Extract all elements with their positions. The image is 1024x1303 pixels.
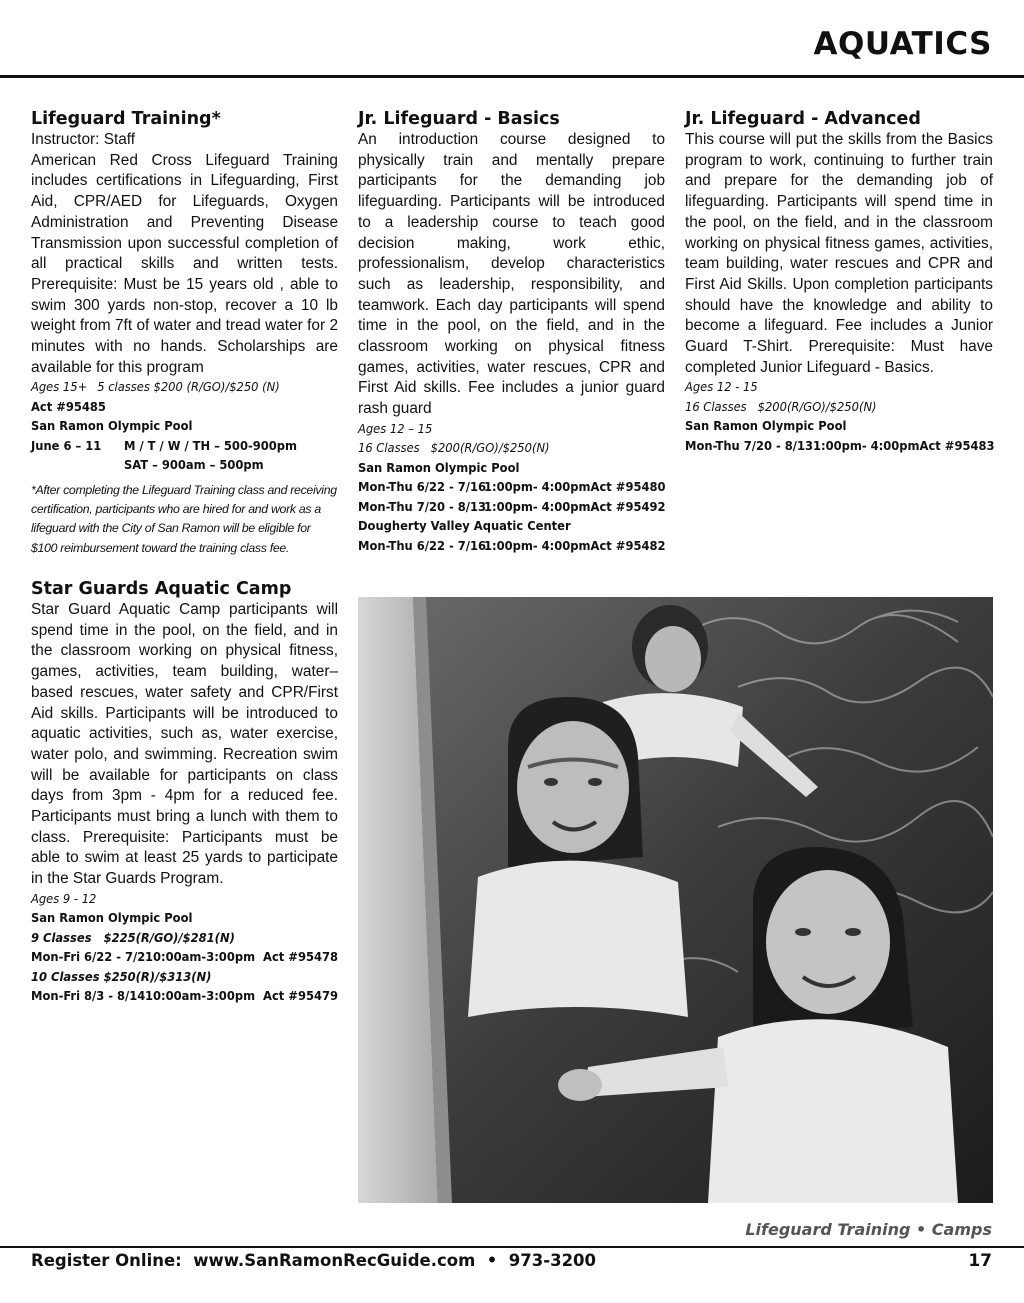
section-title: Jr. Lifeguard - Advanced: [685, 109, 921, 129]
schedule-row: [31, 437, 338, 457]
reimbursement-note: *After completing the Lifeguard Training class and receiving certification, participants who are hired for and work as a lifeguard with the City of San Ramon will be eligible for $100 reimbursement toward the training class fee.: [31, 482, 337, 555]
section-title: Lifeguard Training*: [31, 109, 221, 129]
activity-number: Act #95485: [31, 399, 106, 415]
activity-number: Act #95479: [263, 989, 338, 1005]
session-row: [31, 987, 338, 1007]
section-title: Star Guards Aquatic Camp: [31, 579, 292, 599]
jr-lifeguard-advanced-section: [685, 108, 993, 456]
session-date: Mon-Thu 6/22 - 7/16: [358, 538, 486, 554]
session-date: Mon-Fri 8/3 - 8/14: [31, 989, 146, 1005]
session-date: Mon-Thu 6/22 - 7/16: [358, 480, 486, 496]
dates: June 6 – 11: [31, 438, 102, 454]
description: American Red Cross Lifeguard Training includes certifications in Lifeguarding, First Aid, CPR/AED for Lifeguards, Oxygen Administration and Preventing Disease Transmission upon successful completion of all practical skills and written tests. Prerequisite: Must be 15 years old , able to swim 300 yards non-stop, recover a 10 lb weight from 7ft of water and tread water for 2 minutes with no hands. Scholarships are available for this program: [31, 151, 338, 376]
session-date: Mon-Thu 7/20 - 8/13: [685, 438, 813, 454]
classes-fee: 9 Classes $225(R/GO)/$281(N): [31, 930, 235, 946]
session-time: 1:00pm- 4:00pm: [484, 538, 591, 554]
activity-number: Act #95482: [590, 538, 666, 554]
activity-number: Act #95483: [919, 438, 995, 454]
header-divider: [0, 75, 1024, 78]
location: San Ramon Olympic Pool: [685, 419, 847, 435]
classes-fee: 5 classes $200 (R/GO)/$250 (N): [97, 380, 280, 396]
description: An introduction course designed to physically train and mentally prepare participants for the demanding job lifeguarding. Participants will be introduced to a leadership course to teach good decision making, work ethic, professionalism, develop characteristics such as leadership, responsibility, and teamwork. Each day participants will spend time in the pool, on the field, and in the classroom working on physical fitness games, activities, water rescues, CPR and First Aid skills. Fee includes a junior guard rash guard: [358, 131, 665, 418]
schedule-row: [31, 456, 338, 476]
description: Star Guard Aquatic Camp participants will spend time in the pool, on the field, and in the classroom working on physical fitness, games, activities, team building, water–based rescues, water safety and CPR/First Aid skills. Participants will be introduced to aquatic activities, such as, water exercise, water polo, and swimming. Recreation swim will be available for participants on class days from 3pm - 4pm for a reduced fee. Participants must bring a lunch with them to class. Prerequisite: Participants must be able to swim at least 25 yards to participate in the Star Guards Program.: [31, 601, 338, 888]
session-time: 10:00am-3:00pm: [145, 950, 256, 966]
instructor: Instructor: Staff: [31, 131, 136, 148]
location: Dougherty Valley Aquatic Center: [358, 519, 571, 535]
register-online: Register Online: www.SanRamonRecGuide.com • 973-3200: [31, 1251, 597, 1270]
star-guards-section: [31, 578, 338, 1007]
page-number: 17: [968, 1251, 992, 1271]
location: San Ramon Olympic Pool: [31, 911, 193, 927]
swimmers-photo: [358, 597, 993, 1203]
ages: Ages 12 - 15: [685, 380, 758, 396]
ages: Ages 12 – 15: [358, 421, 433, 437]
session-row: [358, 537, 665, 557]
activity-number: Act #95478: [263, 950, 338, 966]
section-title: Jr. Lifeguard - Basics: [358, 109, 560, 129]
classes-fee: 16 Classes $200(R/GO)/$250(N): [358, 441, 550, 457]
ages: Ages 9 - 12: [31, 891, 97, 907]
footer-divider: [0, 1246, 1024, 1248]
description: This course will put the skills from the Basics program to work, continuing to further train and prepare for the demanding job of lifeguarding. Participants will spend time in the pool, on the field, and in the classroom working on physical fitness games, activities, team building, water rescues and CPR and First Aid Skills. Upon completion participants should have the knowledge and ability to become a lifeguard. Fee includes a Junior Guard T-Shirt. Prerequisite: Must have completed Junior Lifeguard - Basics.: [685, 131, 993, 376]
session-row: [31, 948, 338, 968]
classes-fee: 10 Classes $250(R)/$313(N): [31, 969, 212, 985]
activity-number: Act #95480: [590, 480, 666, 496]
activity-number: Act #95492: [590, 499, 666, 515]
session-time: 1:00pm- 4:00pm: [484, 480, 591, 496]
photo-icon: [358, 597, 993, 1203]
session-row: [358, 478, 665, 498]
section-tag: Lifeguard Training • Camps: [745, 1220, 992, 1239]
lifeguard-training-section: [31, 108, 338, 558]
session-row: [358, 498, 665, 518]
classes-fee: 16 Classes $200(R/GO)/$250(N): [685, 399, 877, 415]
jr-lifeguard-basics-section: [358, 108, 665, 556]
location: San Ramon Olympic Pool: [358, 460, 520, 476]
times: SAT – 900am – 500pm: [124, 458, 264, 474]
ages-fee: [31, 378, 338, 398]
session-row: [685, 437, 993, 457]
times: M / T / W / TH – 500-900pm: [124, 438, 298, 454]
ages: Ages 15+: [31, 380, 88, 396]
session-time: 10:00am-3:00pm: [145, 989, 256, 1005]
location: San Ramon Olympic Pool: [31, 419, 193, 435]
session-time: 1:00pm- 4:00pm: [813, 438, 920, 454]
session-date: Mon-Thu 7/20 - 8/13: [358, 499, 486, 515]
session-date: Mon-Fri 6/22 - 7/2: [31, 950, 146, 966]
page-section-title: AQUATICS: [813, 26, 992, 62]
session-time: 1:00pm- 4:00pm: [484, 499, 591, 515]
